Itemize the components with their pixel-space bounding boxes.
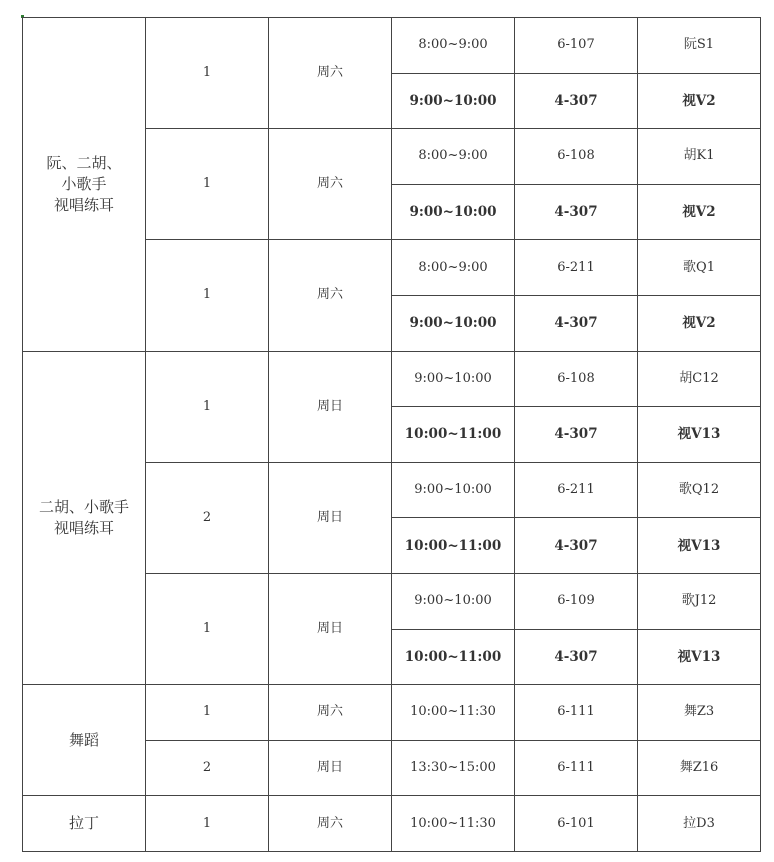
class-number-cell: 1 [146,351,269,462]
class-code-cell: 视V13 [638,518,761,574]
schedule-body [23,18,761,852]
class-code-cell: 视V2 [638,295,761,351]
class-code-cell: 歌Q12 [638,462,761,518]
weekday-cell: 周日 [269,573,392,684]
time-cell: 8:00~9:00 [392,129,515,185]
table-row [23,685,761,741]
course-group-cell: 二胡、小歌手 视唱练耳 [23,351,146,685]
weekday-cell: 周六 [269,796,392,852]
time-cell: 9:00~10:00 [392,462,515,518]
class-number-cell: 1 [146,240,269,351]
room-cell: 6-101 [515,796,638,852]
course-group-cell: 阮、二胡、 小歌手 视唱练耳 [23,18,146,352]
time-cell: 9:00~10:00 [392,295,515,351]
room-cell: 6-111 [515,740,638,796]
room-cell: 6-211 [515,462,638,518]
table-row [23,796,761,852]
room-cell: 4-307 [515,629,638,685]
class-code-cell: 视V2 [638,184,761,240]
course-group-cell: 拉丁 [23,796,146,852]
room-cell: 6-111 [515,685,638,741]
time-cell: 9:00~10:00 [392,73,515,129]
class-code-cell: 舞Z3 [638,685,761,741]
class-code-cell: 歌J12 [638,573,761,629]
time-cell: 13:30~15:00 [392,740,515,796]
class-schedule-table [22,17,761,852]
class-code-cell: 胡C12 [638,351,761,407]
class-code-cell: 视V2 [638,73,761,129]
weekday-cell: 周六 [269,18,392,129]
time-cell: 9:00~10:00 [392,573,515,629]
weekday-cell: 周六 [269,129,392,240]
class-code-cell: 视V13 [638,629,761,685]
class-number-cell: 2 [146,740,269,796]
weekday-cell: 周日 [269,462,392,573]
room-cell: 4-307 [515,407,638,463]
class-code-cell: 歌Q1 [638,240,761,296]
class-number-cell: 1 [146,796,269,852]
weekday-cell: 周日 [269,351,392,462]
weekday-cell: 周六 [269,240,392,351]
class-number-cell: 1 [146,129,269,240]
time-cell: 10:00~11:30 [392,685,515,741]
room-cell: 4-307 [515,184,638,240]
class-code-cell: 胡K1 [638,129,761,185]
room-cell: 4-307 [515,518,638,574]
room-cell: 4-307 [515,73,638,129]
class-number-cell: 1 [146,18,269,129]
weekday-cell: 周日 [269,740,392,796]
room-cell: 4-307 [515,295,638,351]
class-code-cell: 拉D3 [638,796,761,852]
room-cell: 6-109 [515,573,638,629]
class-code-cell: 视V13 [638,407,761,463]
class-number-cell: 1 [146,685,269,741]
room-cell: 6-211 [515,240,638,296]
room-cell: 6-108 [515,351,638,407]
time-cell: 8:00~9:00 [392,18,515,74]
class-code-cell: 阮S1 [638,18,761,74]
room-cell: 6-107 [515,18,638,74]
time-cell: 10:00~11:00 [392,518,515,574]
class-number-cell: 2 [146,462,269,573]
time-cell: 9:00~10:00 [392,184,515,240]
time-cell: 10:00~11:30 [392,796,515,852]
class-number-cell: 1 [146,573,269,684]
time-cell: 10:00~11:00 [392,407,515,463]
table-row [23,18,761,74]
time-cell: 10:00~11:00 [392,629,515,685]
weekday-cell: 周六 [269,685,392,741]
time-cell: 8:00~9:00 [392,240,515,296]
table-row [23,351,761,407]
class-code-cell: 舞Z16 [638,740,761,796]
course-group-cell: 舞蹈 [23,685,146,796]
room-cell: 6-108 [515,129,638,185]
time-cell: 9:00~10:00 [392,351,515,407]
